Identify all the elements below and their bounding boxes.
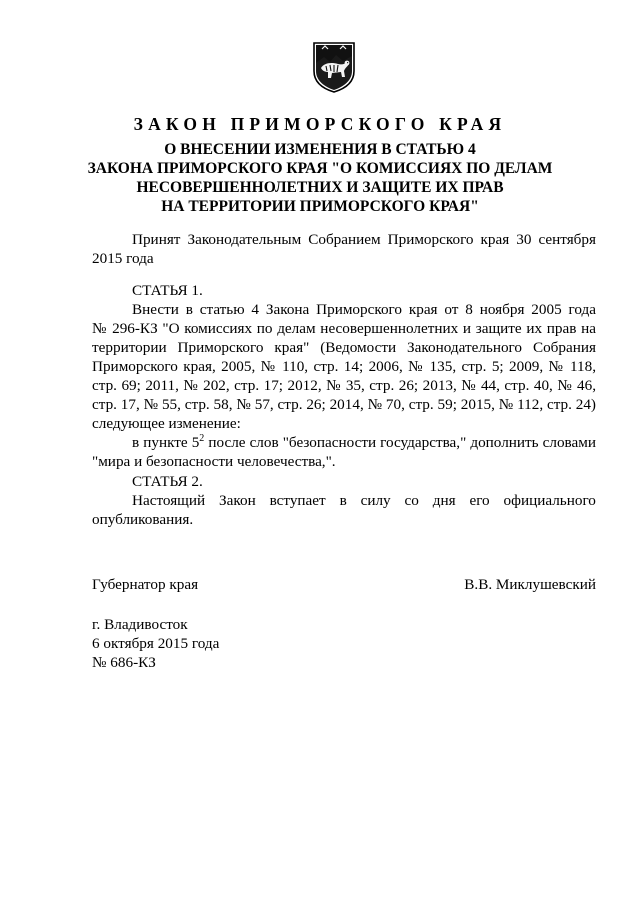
article-1-change-line (92, 433, 596, 452)
law-subject (80, 140, 560, 216)
article-2-word: со (404, 492, 419, 509)
article-2-word: дня (432, 492, 456, 509)
adoption-line: 2015 года (92, 250, 154, 267)
article-2-heading: СТАТЬЯ 2. (132, 473, 203, 490)
article-2 (92, 472, 596, 529)
article-2-line: опубликования. (92, 511, 194, 528)
issue-date: 6 октября 2015 года (92, 635, 220, 652)
signatory-name: В.В. Миклушевский (464, 576, 596, 593)
change-superscript: 2 (199, 433, 205, 444)
issue-details (92, 615, 596, 672)
subject-line: О ВНЕСЕНИИ ИЗМЕНЕНИЯ В СТАТЬЮ 4 (164, 141, 476, 158)
article-1-line: стр. 69; 2011, № 202, стр. 17; 2012, № 35, стр. 26; 2013, № 44, стр. 40, № 46, (92, 377, 596, 394)
article-2-word: вступает (269, 492, 326, 509)
article-1-line: территории Приморского края" (Ведомости Законодательного Собрания (92, 339, 596, 356)
adoption-line: Принят Законодательным Собранием Приморского края 30 сентября (132, 231, 596, 248)
article-2-line (92, 491, 596, 510)
article-1-heading: СТАТЬЯ 1. (132, 282, 203, 299)
article-1-line: стр. 17, № 55, стр. 58, № 57, стр. 26; 2014, № 70, стр. 59; 2015, № 112, стр. 24) (92, 396, 596, 413)
change-prefix: в пункте 5 (132, 434, 200, 451)
issue-number: № 686-КЗ (92, 654, 156, 671)
law-title: ЗАКОН ПРИМОРСКОГО КРАЯ (133, 114, 507, 134)
article-2-word: Настоящий (132, 492, 206, 509)
article-2-word: силу (360, 492, 391, 509)
change-rest: после слов "безопасности государства," дополнить словами (204, 434, 597, 451)
primorsky-krai-coat-of-arms-icon (312, 41, 356, 93)
signature-block (92, 575, 596, 594)
article-1-line: № 296-КЗ "О комиссиях по делам несовершеннолетних и защите их прав на (92, 320, 596, 337)
issue-city: г. Владивосток (92, 616, 188, 633)
article-1-line: Внести в статью 4 Закона Приморского края от 8 ноября 2005 года (132, 301, 596, 318)
article-1-line: следующее изменение: (92, 415, 241, 432)
article-2-word: официального (503, 492, 596, 509)
article-1 (92, 281, 596, 471)
subject-line: НА ТЕРРИТОРИИ ПРИМОРСКОГО КРАЯ" (161, 198, 479, 215)
signatory-position: Губернатор края (92, 576, 199, 593)
article-2-word: в (339, 492, 347, 509)
subject-line: НЕСОВЕРШЕННОЛЕТНИХ И ЗАЩИТЕ ИХ ПРАВ (136, 179, 504, 196)
article-1-change-line: "мира и безопасности человечества,". (92, 453, 336, 470)
subject-line: ЗАКОНА ПРИМОРСКОГО КРАЯ "О КОМИССИЯХ ПО ДЕЛАМ (87, 160, 553, 177)
adoption-statement (92, 230, 596, 268)
article-2-word: его (469, 492, 490, 509)
article-2-word: Закон (219, 492, 256, 509)
article-1-line: Приморского края, 2005, № 110, стр. 14; 2006, № 135, стр. 5; 2009, № 118, (92, 358, 596, 375)
